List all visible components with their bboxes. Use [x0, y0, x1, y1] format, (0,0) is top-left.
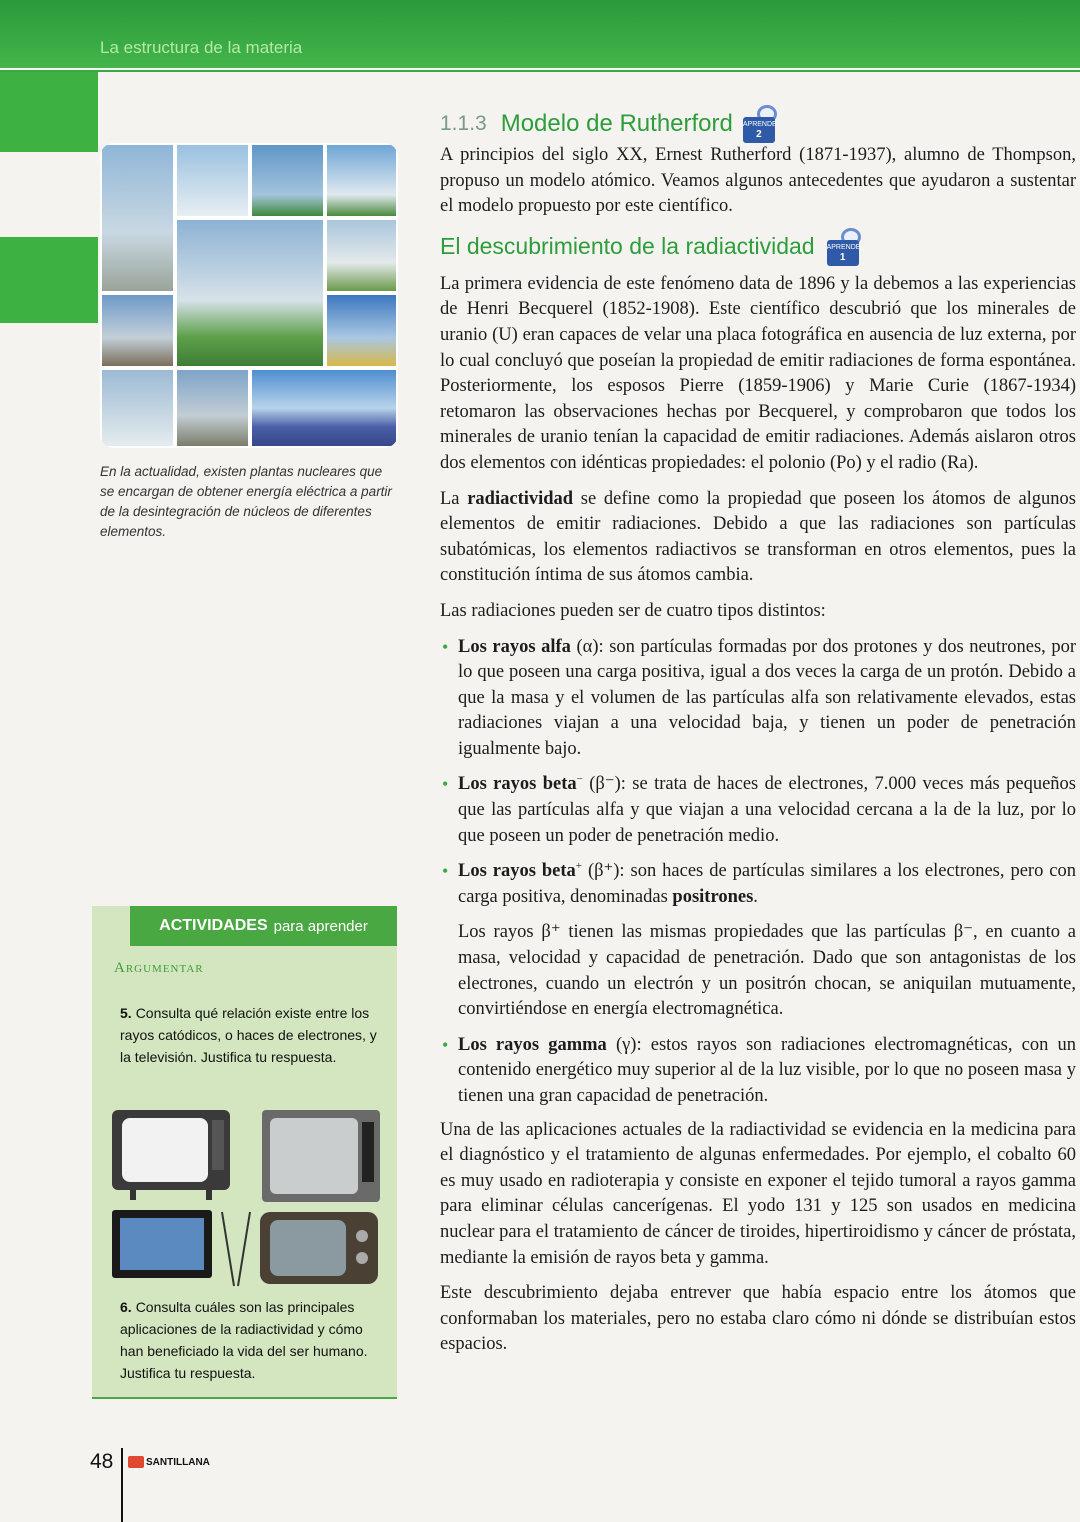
power-pylon-photo	[175, 143, 250, 218]
energy-photo-collage	[100, 143, 398, 448]
gamma-rays-item	[440, 1033, 1076, 1110]
publisher-name: SANTILLANA	[146, 1456, 210, 1468]
beta-minus-term: Los rayos beta	[458, 774, 577, 795]
activity-text: Consulta qué relación existe entre los rayos catódicos, o haces de electrones, y la televisión. Justifica tu respuesta.	[120, 1005, 377, 1065]
activities-box	[92, 906, 397, 1399]
main-column	[440, 105, 1076, 1358]
publisher-logo	[128, 1456, 210, 1468]
activity-text: Consulta cuáles son las principales aplicaciones de la radiactividad y cómo han beneficiado la vida del ser humano. Justifica tu respuesta.	[120, 1299, 368, 1381]
section-heading	[440, 105, 1076, 143]
industrial-plant-photo	[100, 293, 175, 368]
term-radiactividad: radiactividad	[467, 488, 574, 509]
activity-number: 6.	[120, 1299, 132, 1315]
activities-header	[130, 906, 397, 946]
activity-item-5	[120, 1002, 382, 1068]
subsection-heading	[440, 228, 1076, 266]
santillana-icon	[128, 1456, 144, 1468]
definition-paragraph	[440, 487, 1076, 589]
aprende-badge-icon	[827, 228, 865, 266]
term-positrones: positrones	[672, 886, 754, 907]
badge-label: APRENDE	[826, 243, 861, 251]
beta-plus-text: (β⁺): son haces de partículas similares a los electrones, pero con carga positiva, denominadas	[458, 861, 1076, 907]
activities-subtitle: para aprender	[273, 917, 368, 935]
activity-item-6	[120, 1296, 382, 1384]
activities-category: Argumentar	[114, 960, 204, 976]
tv-2-icon	[262, 1110, 380, 1202]
wind-turbine-photo	[250, 143, 325, 218]
television-images	[110, 1108, 385, 1293]
tv-3-icon	[112, 1210, 250, 1286]
becquerel-paragraph: La primera evidencia de este fenómeno data de 1896 y la debemos a las experiencias de Henri Becquerel (1852-1908). Este científico descubrió que los minerales de uranio (U) eran capaces de velar una placa fotográfica en ausencia de luz externa, por lo cual concluyó que poseían la propiedad de emitir radiaciones de forma espontánea. Posteriormente, los esposos Pierre (1859-1906) y Marie Curie (1867-1934) retomaron las observaciones hechas por Becquerel, y comprobaron que todos los minerales de uranio tenían la capacidad de emitir radiaciones. Además aislaron otros dos elementos con idénticas propiedades: el polonio (Po) y el radio (Ra).	[440, 273, 1076, 473]
badge-number: 2	[756, 129, 762, 140]
beta-plus-item: • Los rayos beta+ (β⁺): son haces de partículas similares a los electrones, pero con carga positiva, denominadas positrones.	[440, 859, 1076, 910]
badge-label: APRENDE	[742, 121, 777, 128]
activities-bottom-rule	[92, 1397, 397, 1399]
televisions-illustration	[110, 1108, 385, 1293]
tv-1-icon	[112, 1110, 230, 1200]
radiation-types-intro: Las radiaciones pueden ser de cuatro tipos distintos:	[440, 600, 826, 621]
section-title: Modelo de Rutherford	[500, 110, 733, 137]
activity-number: 5.	[120, 1005, 132, 1021]
beta-minus-text: (β⁻): se trata de haces de electrones, 7.000 veces más pequeños que las partículas alfa y que viajan a una velocidad cercana a la de la luz, por lo que poseen un poder de penetración medio.	[458, 774, 1076, 846]
alpha-term: Los rayos alfa	[458, 636, 571, 657]
wind-sunflower-photo	[325, 293, 398, 368]
beta-minus-item: • Los rayos beta− (β⁻): se trata de haces de electrones, 7.000 veces más pequeños que las partículas alfa y que viajan a una velocidad cercana a la de la luz, por lo que poseen un poder de penetración medio.	[440, 772, 1076, 849]
gamma-text: (γ): estos rayos son radiaciones electromagnéticas, con un contenido energético muy superior al de la luz visible, por lo que no poseen masa y tienen una gran capacidad de penetración.	[458, 1034, 1077, 1106]
subsection-title: El descubrimiento de la radiactividad	[440, 233, 815, 260]
wind-field-photo	[325, 143, 398, 218]
closing-paragraph: Este descubrimiento dejaba entrever que había espacio entre los átomos que conformaban los materiales, pero no estaba claro cómo ni dónde se distribuían estos espacios.	[440, 1283, 1076, 1355]
medical-applications-paragraph: Una de las aplicaciones actuales de la radiactividad se evidencia en la medicina para el diagnóstico y el tratamiento de algunas enfermedades. Por ejemplo, el cobalto 60 es muy usado en radioterapia y consiste en exponer el tejido tumoral a rayos gamma para eliminar células cancerígenas. El yodo 131 y 125 son usados en medicina nuclear para el tratamiento de cáncer de tiroides, hipertiroidismo y cáncer de próstata, mediante la emisión de rayos beta y gamma.	[440, 1119, 1076, 1268]
pylon-sky-photo	[100, 368, 175, 448]
nuclear-plant-photo	[175, 218, 325, 368]
definition-text: se define como la propiedad que poseen los átomos de algunos elementos de emitir radiaciones. Debido a que las radiaciones son partículas subatómicas, los elementos radiactivos se transforman en otros elementos, pues la constitución íntima de sus átomos cambia.	[440, 488, 1076, 586]
section-number: 1.1.3	[440, 112, 487, 135]
activities-title: ACTIVIDADES	[159, 917, 268, 934]
margin-tab-middle	[0, 237, 98, 323]
header-rule	[0, 70, 1080, 72]
plant-landscape-photo	[325, 218, 398, 293]
margin-tab-top	[0, 72, 98, 152]
alpha-rays-item	[440, 635, 1076, 763]
badge-number: 1	[839, 251, 846, 263]
power-station-photo	[175, 368, 250, 448]
gamma-term: Los rayos gamma	[458, 1034, 607, 1055]
cooling-tower-photo	[100, 143, 175, 293]
beta-plus-term: Los rayos beta	[458, 861, 576, 882]
solar-panels-photo	[250, 368, 398, 448]
footer-divider	[121, 1448, 123, 1522]
positron-paragraph: Los rayos β⁺ tienen las mismas propiedades que las partículas β⁻, en cuanto a masa, velocidad y capacidad de penetración. Dado que son antagonistas de los electrones, cuando un electrón y un positrón chocan, se aniquilan mutuamente, convirtiéndose en energía electromagnética.	[458, 922, 1076, 1020]
intro-paragraph: A principios del siglo XX, Ernest Rutherford (1871-1937), alumno de Thompson, propuso un modelo atómico. Veamos algunos antecedentes que ayudaron a sustentar el modelo propuesto por este científico.	[440, 145, 1076, 217]
figure-caption: En la actualidad, existen plantas nucleares que se encargan de obtener energía eléctrica a partir de la desintegración de núcleos de diferentes elementos.	[100, 464, 392, 539]
alpha-text: (α): son partículas formadas por dos protones y dos neutrones, por lo que poseen una carga positiva, igual a dos veces la carga de un protón. Debido a que la masa y el volumen de las partículas alfa son relativamente elevados, estas radiaciones viajan a una velocidad baja, y tienen un poder de penetración igualmente bajo.	[458, 636, 1076, 759]
aprende-badge-icon	[743, 105, 781, 143]
running-header: La estructura de la materia	[100, 38, 303, 57]
definition-lead: La	[440, 488, 460, 509]
tv-4-icon	[260, 1212, 378, 1284]
page-number: 48	[90, 1450, 114, 1473]
